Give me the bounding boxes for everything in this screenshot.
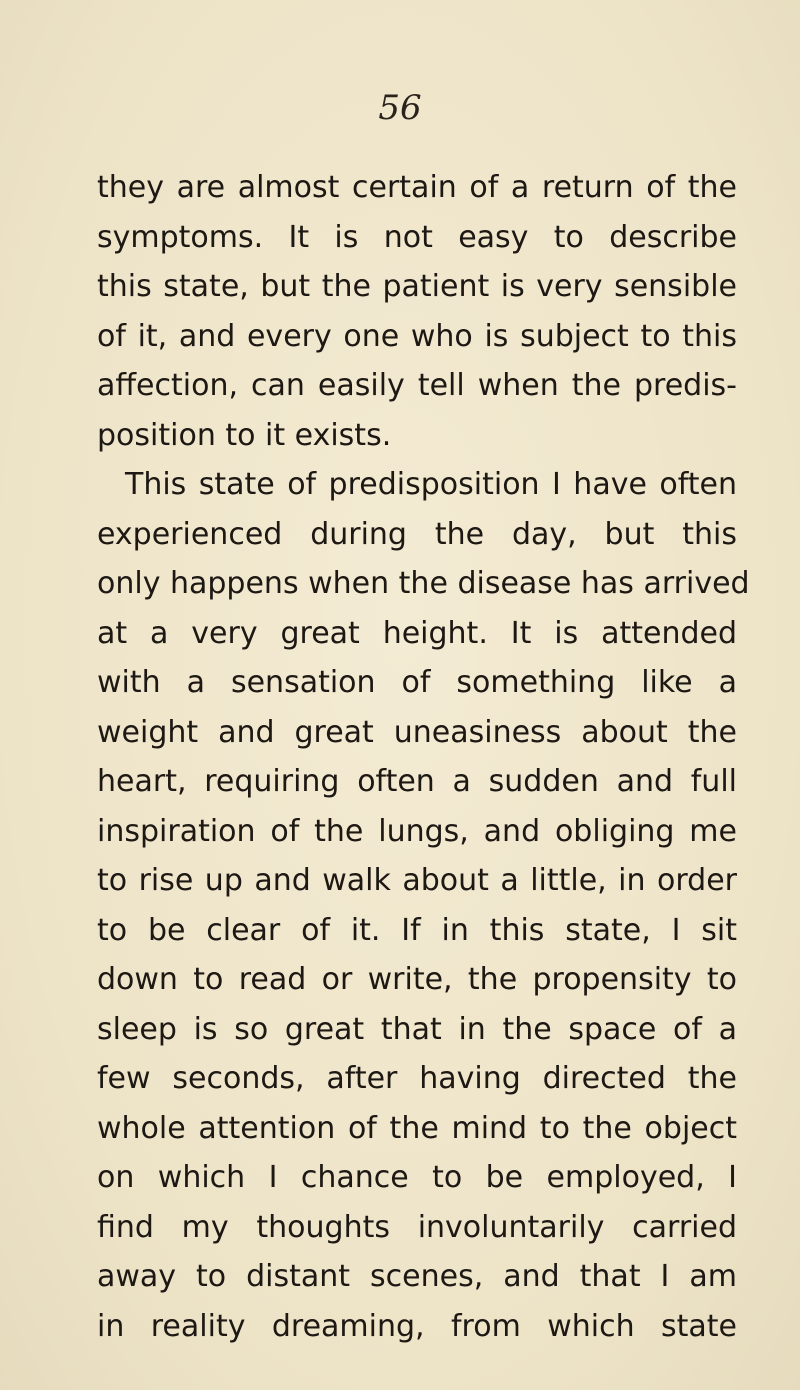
text-line: find my thoughts involuntarily carried: [97, 1209, 737, 1245]
text-line: affection, can easily tell when the predis-: [97, 368, 737, 403]
text-line: on which I chance to be employed, I: [97, 1160, 737, 1195]
text-line: experienced during the day, but this: [97, 516, 737, 552]
text-line: few seconds, after having directed the: [97, 1061, 737, 1096]
text-line: to rise up and walk about a little, in order: [97, 863, 737, 898]
text-line: symptoms. It is not easy to describe: [97, 219, 737, 255]
text-line: away to distant scenes, and that I am: [97, 1259, 737, 1294]
text-line: they are almost certain of a return of the: [97, 170, 737, 205]
text-line: weight and great uneasiness about the: [97, 714, 737, 750]
text-line: of it, and every one who is subject to this: [97, 318, 737, 354]
body-text: [97, 163, 750, 1351]
text-line: heart, requiring often a sudden and full: [97, 764, 737, 799]
text-line: with a sensation of something like a: [97, 665, 737, 700]
text-line: only happens when the disease has arrived: [97, 566, 750, 601]
page-number: 56: [378, 88, 422, 128]
text-line: down to read or write, the propensity to: [97, 962, 737, 997]
text-line: inspiration of the lungs, and obliging me: [97, 813, 737, 849]
text-line: in reality dreaming, from which state: [97, 1308, 737, 1344]
text-line: at a very great height. It is attended: [97, 615, 737, 651]
text-line: whole attention of the mind to the object: [97, 1110, 737, 1146]
text-line: sleep is so great that in the space of a: [97, 1011, 737, 1047]
text-line: position to it exists.: [97, 417, 392, 453]
text-line: This state of predisposition I have often: [125, 467, 737, 502]
text-line: to be clear of it. If in this state, I sit: [97, 912, 737, 948]
text-line: this state, but the patient is very sensible: [97, 269, 737, 304]
